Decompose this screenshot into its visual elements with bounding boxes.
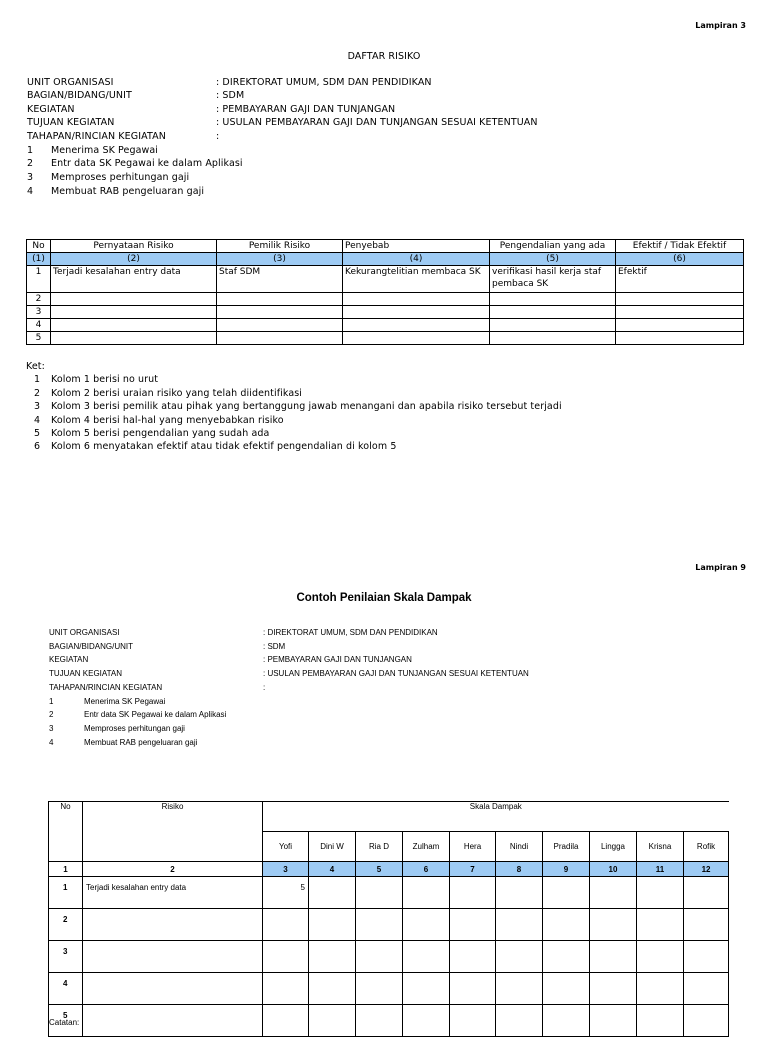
info-value: : SDM <box>216 90 245 101</box>
step-number: 4 <box>49 738 54 747</box>
table-row <box>27 332 744 345</box>
column-number: 5 <box>356 862 403 877</box>
column-header: No <box>27 240 51 253</box>
table-cell <box>343 306 490 319</box>
note-number: 3 <box>34 401 41 412</box>
score-cell <box>637 1005 684 1037</box>
rater-name: Ria D <box>356 832 403 862</box>
step-number: 3 <box>49 724 54 733</box>
table-row <box>49 877 729 909</box>
page-title: DAFTAR RISIKO <box>347 51 421 62</box>
step-number: 3 <box>27 172 34 183</box>
step-number: 1 <box>27 145 34 156</box>
table-cell: Efektif <box>616 266 744 293</box>
score-cell <box>590 941 637 973</box>
note-number: 1 <box>34 374 41 385</box>
rater-name: Pradila <box>543 832 590 862</box>
note-number: 5 <box>34 428 41 439</box>
score-cell <box>309 941 356 973</box>
table-cell <box>217 332 343 345</box>
score-cell <box>450 877 496 909</box>
risk-cell <box>83 973 263 1005</box>
score-cell <box>684 973 729 1005</box>
column-header: Efektif / Tidak Efektif <box>616 240 744 253</box>
table-cell <box>490 332 616 345</box>
column-number: (4) <box>343 253 490 266</box>
step-text: Memproses perhitungan gaji <box>84 724 185 733</box>
step-text: Menerima SK Pegawai <box>84 697 166 706</box>
note-text: Kolom 3 berisi pemilik atau pihak yang bertanggung jawab menangani dan apabila risiko tersebut terjadi <box>51 401 562 412</box>
risk-cell: Terjadi kesalahan entry data <box>83 877 263 909</box>
column-header: Pernyataan Risiko <box>51 240 217 253</box>
row-number: 2 <box>49 909 83 941</box>
score-cell <box>263 941 309 973</box>
table-cell: 4 <box>27 319 51 332</box>
score-cell <box>637 909 684 941</box>
step-text: Membuat RAB pengeluaran gaji <box>84 738 198 747</box>
score-cell <box>637 973 684 1005</box>
score-cell <box>496 1005 543 1037</box>
note-text: Kolom 6 menyatakan efektif atau tidak efektif pengendalian di kolom 5 <box>51 441 397 452</box>
score-cell <box>590 973 637 1005</box>
table-cell <box>217 306 343 319</box>
column-number: (2) <box>51 253 217 266</box>
info-label: TAHAPAN/RINCIAN KEGIATAN <box>49 683 163 692</box>
lampiran-label: Lampiran 9 <box>695 563 746 572</box>
column-number: (1) <box>27 253 51 266</box>
info-label: KEGIATAN <box>49 655 89 664</box>
column-header: No <box>49 802 83 862</box>
risk-cell <box>83 1005 263 1037</box>
page-title: Contoh Penilaian Skala Dampak <box>296 592 472 604</box>
column-header: Pengendalian yang ada <box>490 240 616 253</box>
column-number: 10 <box>590 862 637 877</box>
rater-name: Nindi <box>496 832 543 862</box>
column-number: (6) <box>616 253 744 266</box>
table-cell <box>343 332 490 345</box>
score-cell <box>356 973 403 1005</box>
score-cell <box>590 877 637 909</box>
table-cell <box>616 319 744 332</box>
score-cell <box>450 1005 496 1037</box>
footer-note: Catatan: <box>49 1018 80 1027</box>
info-value: : <box>263 683 266 692</box>
table-cell <box>51 306 217 319</box>
note-text: Kolom 2 berisi uraian risiko yang telah diidentifikasi <box>51 388 303 399</box>
score-cell <box>403 909 450 941</box>
table-cell <box>343 319 490 332</box>
note-number: 6 <box>34 441 41 452</box>
info-value: : PEMBAYARAN GAJI DAN TUNJANGAN <box>216 104 396 115</box>
score-cell <box>450 973 496 1005</box>
score-cell <box>309 973 356 1005</box>
score-cell <box>403 1005 450 1037</box>
scale-header: Skala Dampak <box>263 802 729 832</box>
note-number: 4 <box>34 415 41 426</box>
score-cell <box>590 909 637 941</box>
score-cell <box>684 941 729 973</box>
table-row <box>27 306 744 319</box>
column-number: 2 <box>83 862 263 877</box>
note-text: Kolom 1 berisi no urut <box>51 374 159 385</box>
step-number: 4 <box>27 186 34 197</box>
column-number-row <box>49 862 729 877</box>
info-label: BAGIAN/BIDANG/UNIT <box>27 90 132 101</box>
table-cell: 5 <box>27 332 51 345</box>
column-number: 6 <box>403 862 450 877</box>
rater-name: Yofi <box>263 832 309 862</box>
column-number: 7 <box>450 862 496 877</box>
info-label: BAGIAN/BIDANG/UNIT <box>49 642 134 651</box>
column-number: 3 <box>263 862 309 877</box>
rater-name: Zulham <box>403 832 450 862</box>
info-label: UNIT ORGANISASI <box>27 77 114 88</box>
table-row <box>27 319 744 332</box>
table-cell <box>616 332 744 345</box>
row-number: 4 <box>49 973 83 1005</box>
table-row <box>49 973 729 1005</box>
column-number: 4 <box>309 862 356 877</box>
info-value: : <box>216 131 220 142</box>
table-cell <box>51 293 217 306</box>
info-label: TUJUAN KEGIATAN <box>49 669 123 678</box>
step-number: 2 <box>49 710 54 719</box>
score-cell <box>543 909 590 941</box>
score-cell <box>450 909 496 941</box>
score-cell <box>403 941 450 973</box>
score-cell <box>356 1005 403 1037</box>
table-header-row <box>27 240 744 253</box>
risk-register-table <box>26 239 744 345</box>
step-number: 2 <box>27 158 34 169</box>
score-cell <box>263 909 309 941</box>
info-value: : DIREKTORAT UMUM, SDM DAN PENDIDIKAN <box>263 628 438 637</box>
note-number: 2 <box>34 388 41 399</box>
info-value: : USULAN PEMBAYARAN GAJI DAN TUNJANGAN SESUAI KETENTUAN <box>263 669 529 678</box>
score-cell <box>543 1005 590 1037</box>
info-value: : SDM <box>263 642 286 651</box>
score-cell <box>496 973 543 1005</box>
score-cell <box>309 1005 356 1037</box>
note-text: Kolom 5 berisi pengendalian yang sudah ada <box>51 428 270 439</box>
column-number: 12 <box>684 862 729 877</box>
score-cell <box>450 941 496 973</box>
score-cell <box>356 941 403 973</box>
table-cell: 3 <box>27 306 51 319</box>
score-cell <box>356 909 403 941</box>
rater-name: Krisna <box>637 832 684 862</box>
risk-cell <box>83 941 263 973</box>
column-number: (5) <box>490 253 616 266</box>
note-text: Kolom 4 berisi hal-hal yang menyebabkan risiko <box>51 415 284 426</box>
impact-scale-table <box>48 801 729 1037</box>
table-row <box>27 266 744 293</box>
score-cell <box>356 877 403 909</box>
score-cell <box>403 973 450 1005</box>
row-number: 1 <box>49 877 83 909</box>
lampiran-label: Lampiran 3 <box>695 21 746 30</box>
info-value: : USULAN PEMBAYARAN GAJI DAN TUNJANGAN SESUAI KETENTUAN <box>216 117 538 128</box>
score-cell <box>684 877 729 909</box>
rater-name: Hera <box>450 832 496 862</box>
score-cell <box>403 877 450 909</box>
score-cell <box>309 877 356 909</box>
step-text: Memproses perhitungan gaji <box>51 172 190 183</box>
column-header: Risiko <box>83 802 263 862</box>
column-number: 8 <box>496 862 543 877</box>
score-cell <box>496 909 543 941</box>
table-cell <box>51 319 217 332</box>
score-cell <box>543 941 590 973</box>
table-cell <box>490 293 616 306</box>
score-cell: 5 <box>263 877 309 909</box>
score-cell <box>637 877 684 909</box>
column-number: 1 <box>49 862 83 877</box>
score-cell <box>263 973 309 1005</box>
score-cell <box>637 941 684 973</box>
table-cell: Staf SDM <box>217 266 343 293</box>
table-cell: 2 <box>27 293 51 306</box>
table-cell <box>217 319 343 332</box>
column-number: 11 <box>637 862 684 877</box>
table-cell <box>616 293 744 306</box>
step-text: Menerima SK Pegawai <box>51 145 159 156</box>
info-value: : DIREKTORAT UMUM, SDM DAN PENDIDIKAN <box>216 77 432 88</box>
info-label: UNIT ORGANISASI <box>49 628 120 637</box>
score-cell <box>684 1005 729 1037</box>
rater-name: Rofik <box>684 832 729 862</box>
column-number: (3) <box>217 253 343 266</box>
score-cell <box>496 877 543 909</box>
score-cell <box>496 941 543 973</box>
table-cell <box>490 306 616 319</box>
table-cell: verifikasi hasil kerja staf pembaca SK <box>490 266 616 293</box>
table-cell <box>343 293 490 306</box>
table-cell: Kekurangtelitian membaca SK <box>343 266 490 293</box>
table-row <box>49 909 729 941</box>
info-label: TAHAPAN/RINCIAN KEGIATAN <box>27 131 166 142</box>
info-value: : PEMBAYARAN GAJI DAN TUNJANGAN <box>263 655 412 664</box>
column-header: Penyebab <box>343 240 490 253</box>
column-header: Pemilik Risiko <box>217 240 343 253</box>
table-row <box>27 293 744 306</box>
score-cell <box>263 1005 309 1037</box>
table-cell: 1 <box>27 266 51 293</box>
table-cell <box>490 319 616 332</box>
table-cell <box>616 306 744 319</box>
row-number: 3 <box>49 941 83 973</box>
table-row <box>49 941 729 973</box>
step-text: Entr data SK Pegawai ke dalam Aplikasi <box>84 710 227 719</box>
table-row <box>49 1005 729 1037</box>
score-cell <box>309 909 356 941</box>
table-cell <box>217 293 343 306</box>
score-cell <box>590 1005 637 1037</box>
info-label: TUJUAN KEGIATAN <box>27 117 115 128</box>
score-cell <box>684 909 729 941</box>
score-cell <box>543 877 590 909</box>
column-number-row <box>27 253 744 266</box>
step-number: 1 <box>49 697 54 706</box>
table-cell <box>51 332 217 345</box>
column-number: 9 <box>543 862 590 877</box>
risk-cell <box>83 909 263 941</box>
table-cell: Terjadi kesalahan entry data <box>51 266 217 293</box>
info-label: KEGIATAN <box>27 104 75 115</box>
step-text: Membuat RAB pengeluaran gaji <box>51 186 205 197</box>
step-text: Entr data SK Pegawai ke dalam Aplikasi <box>51 158 243 169</box>
row-number: 5 <box>49 1005 83 1037</box>
notes-title: Ket: <box>26 361 45 372</box>
rater-name: Lingga <box>590 832 637 862</box>
table-header-row <box>49 802 729 832</box>
score-cell <box>543 973 590 1005</box>
rater-name: Dini W <box>309 832 356 862</box>
